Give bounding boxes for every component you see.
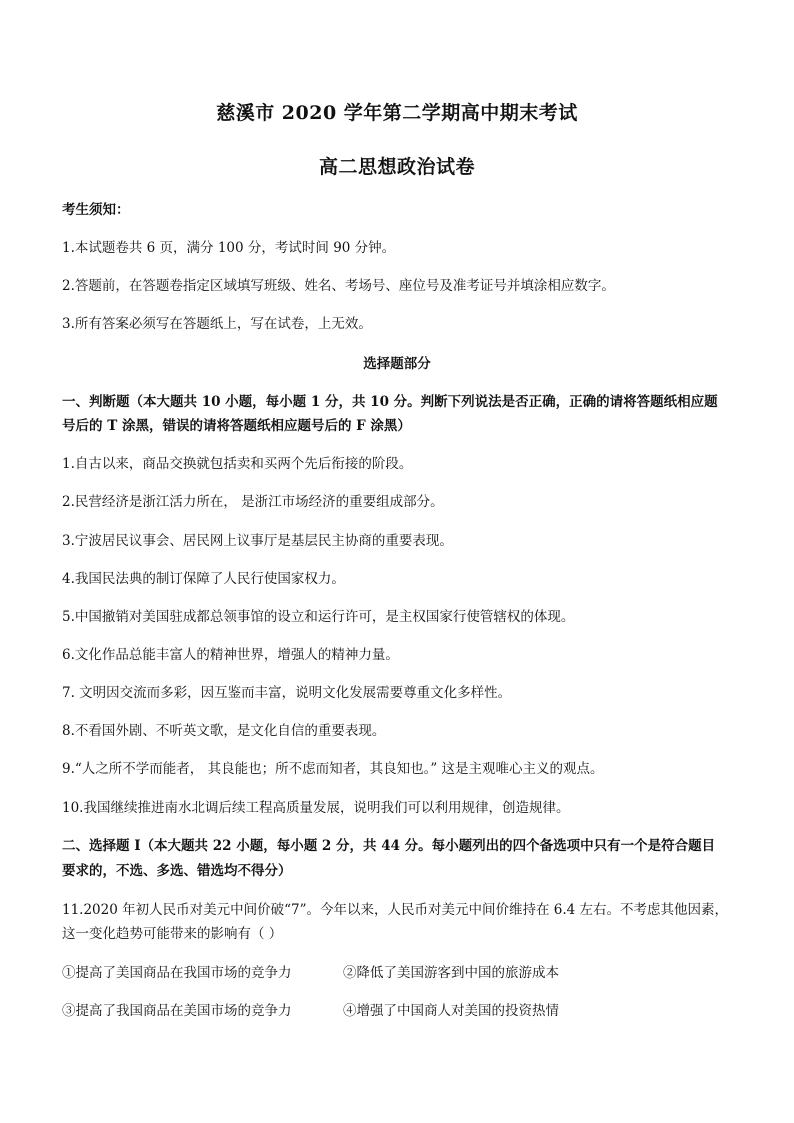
notice-item: 3.所有答案必须写在答题纸上，写在试卷，上无效。: [62, 316, 372, 332]
judgement-question: 3.宁波居民议事会、居民网上议事厅是基层民主协商的重要表现。: [62, 533, 453, 549]
question-11-stem-cont: 这一变化趋势可能带来的影响有（ ）: [62, 926, 283, 942]
part1-heading-line2: 号后的 T 涂黑，错误的请将答题纸相应题号后的 F 涂黑）: [62, 418, 411, 434]
question-11-stem: 11.2020 年初人民币对美元中间价破“7”。今年以来，人民币对美元中间价维持在 6.4 左右。不考虑其他因素，: [62, 902, 729, 918]
judgement-question: 1.自古以来，商品交换就包括卖和买两个先后衔接的阶段。: [62, 456, 413, 472]
notice-item: 2.答题前，在答题卷指定区域填写班级、姓名、考场号、座位号及准考证号并填涂相应数字。: [62, 278, 615, 294]
exam-title: 慈溪市 2020 学年第二学期高中期末考试: [216, 102, 578, 124]
exam-subtitle: 高二思想政治试卷: [318, 156, 475, 178]
option-2: ②降低了美国游客到中国的旅游成本: [343, 965, 559, 981]
part1-heading-line1: 一、判断题（本大题共 10 小题，每小题 1 分，共 10 分。判断下列说法是否正确，正确的请将答题纸相应题: [62, 394, 718, 410]
option-1: ①提高了美国商品在我国市场的竞争力: [62, 965, 292, 981]
judgement-question: 8.不看国外剧、不听英文歌，是文化自信的重要表现。: [62, 723, 386, 739]
judgement-question: 5.中国撤销对美国驻成都总领事馆的设立和运行许可，是主权国家行使管辖权的体现。: [62, 609, 575, 625]
judgement-question: 4.我国民法典的制订保障了人民行使国家权力。: [62, 571, 345, 587]
option-4: ④增强了中国商人对美国的投资热情: [343, 1003, 559, 1019]
judgement-question: 2.民营经济是浙江活力所在， 是浙江市场经济的重要组成部分。: [62, 494, 444, 510]
part2-heading-line2: 要求的，不选、多选、错选均不得分）: [62, 863, 292, 879]
judgement-question: 6.文化作品总能丰富人的精神世界，增强人的精神力量。: [62, 647, 399, 663]
notice-heading: 考生须知：: [62, 202, 130, 218]
judgement-question: 9.“人之所不学而能者， 其良能也；所不虑而知者，其良知也。” 这是主观唯心主义的观点。: [62, 761, 604, 777]
judgement-question: 10.我国继续推进南水北调后续工程高质量发展，说明我们可以利用规律，创造规律。: [62, 800, 570, 816]
notice-item: 1.本试题卷共 6 页，满分 100 分，考试时间 90 分钟。: [62, 240, 396, 256]
part2-heading-line1: 二、选择题 I（本大题共 22 小题，每小题 2 分，共 44 分。每小题列出的四个备选项中只有一个是符合题目: [62, 838, 716, 854]
section-title: 选择题部分: [363, 356, 431, 372]
option-3: ③提高了我国商品在美国市场的竞争力: [62, 1003, 292, 1019]
judgement-question: 7. 文明因交流而多彩，因互鉴而丰富，说明文化发展需要尊重文化多样性。: [62, 685, 512, 701]
